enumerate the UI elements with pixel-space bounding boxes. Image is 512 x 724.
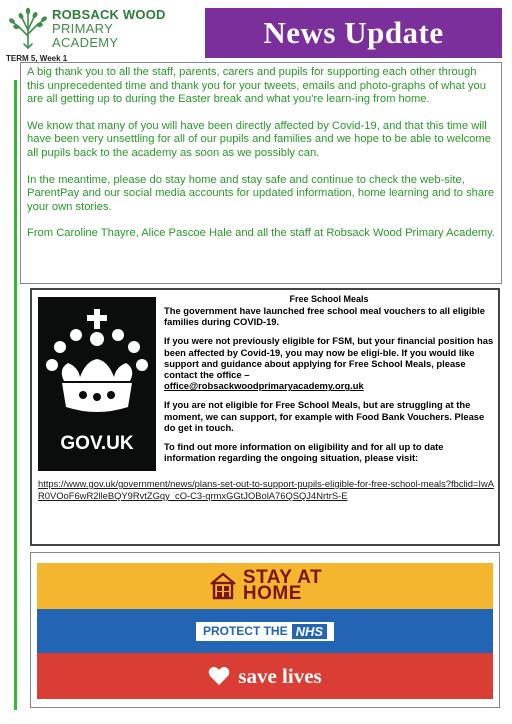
gov-uk-logo (38, 297, 156, 471)
protect-text: PROTECT THE (202, 624, 288, 638)
news-message-box (20, 62, 502, 284)
free-school-meals-box (30, 288, 500, 546)
news-paragraph: In the meantime, please do stay home and stay safe and continue to check the web-site, ParentPay and our social media accounts for updated information, home learning and to share your own stories. (27, 173, 495, 213)
fsm-paragraph: If you were not previously eligible for FSM, but your financial position has been affected by Covid-19, you may now be eligi-ble. If you would like support and guidance about applying for Free School Meals, please contact the office – office@robsackwoodprimaryacademy.org.uk (164, 335, 494, 392)
title-banner (205, 8, 502, 58)
logo-line-primary: PRIMARY (52, 21, 114, 36)
news-paragraph: A big thank you to all the staff, parents, carers and pupils for supporting each other through this unprecedented time and thank you for your tweets, emails and photo-graphs of what you are all getting up to during the Easter break and what you're learn-ing from home. (27, 66, 486, 106)
green-side-bar (14, 80, 17, 710)
house-icon (208, 571, 238, 601)
fsm-paragraph: If you are not eligible for Free School Meals, but are struggling at the moment, we can support, for example with Food Bank Vouchers. Please do get in touch. (164, 399, 485, 433)
logo-name: ROBSACK WOOD (52, 7, 166, 22)
news-paragraph: From Caroline Thayre, Alice Pascoe Hale and all the staff at Robsack Wood Primary Academy. (27, 227, 496, 240)
gov-uk-logo-text: GOV.UK (60, 433, 134, 454)
heart-icon (208, 666, 230, 686)
home-text: HOME (242, 583, 302, 604)
stay-at-home-band (37, 563, 493, 609)
protect-nhs-band (37, 609, 493, 653)
nhs-logo: NHS (292, 624, 327, 639)
school-logo (6, 6, 196, 52)
stay-home-poster (37, 563, 493, 699)
gov-uk-link[interactable]: https://www.gov.uk/government/news/plans-set-out-to-support-pupils-eligible-for-free-school-meals?fbclid=IwAR0VOoF6wR2lleBQY9RvtZGqy_cO-C3-qrmxGGtJOBolA76QSQJ4NrtrS-E (38, 478, 495, 501)
stay-home-poster-box (30, 552, 500, 708)
save-lives-band (37, 653, 493, 699)
news-paragraph: We know that many of you will have been directly affected by Covid-19, and that this time will have been very unsettling for all of our pupils and families and we hope to be able to welcome all pupils back to the academy as soon as we possibly can. (27, 119, 491, 159)
fsm-paragraph: The government have launched free school meal vouchers to all eligible families during COVID-19. (164, 305, 485, 328)
page-title: News Update (263, 15, 444, 50)
crown-icon (38, 297, 156, 433)
tree-logo-icon (6, 6, 50, 50)
office-email-link[interactable]: office@robsackwoodprimaryacademy.org.uk (164, 380, 364, 392)
stay-at-text: STAY AT (242, 567, 323, 588)
fsm-paragraph: To find out more information on eligibility and for all up to date information regarding the ongoing situation, please visit: (164, 441, 444, 464)
term-label: TERM 5, Week 1 (6, 54, 68, 63)
fsm-title: Free School Meals (289, 294, 369, 304)
save-lives-text: save lives (238, 663, 322, 688)
logo-line-academy: ACADEMY (52, 35, 119, 50)
